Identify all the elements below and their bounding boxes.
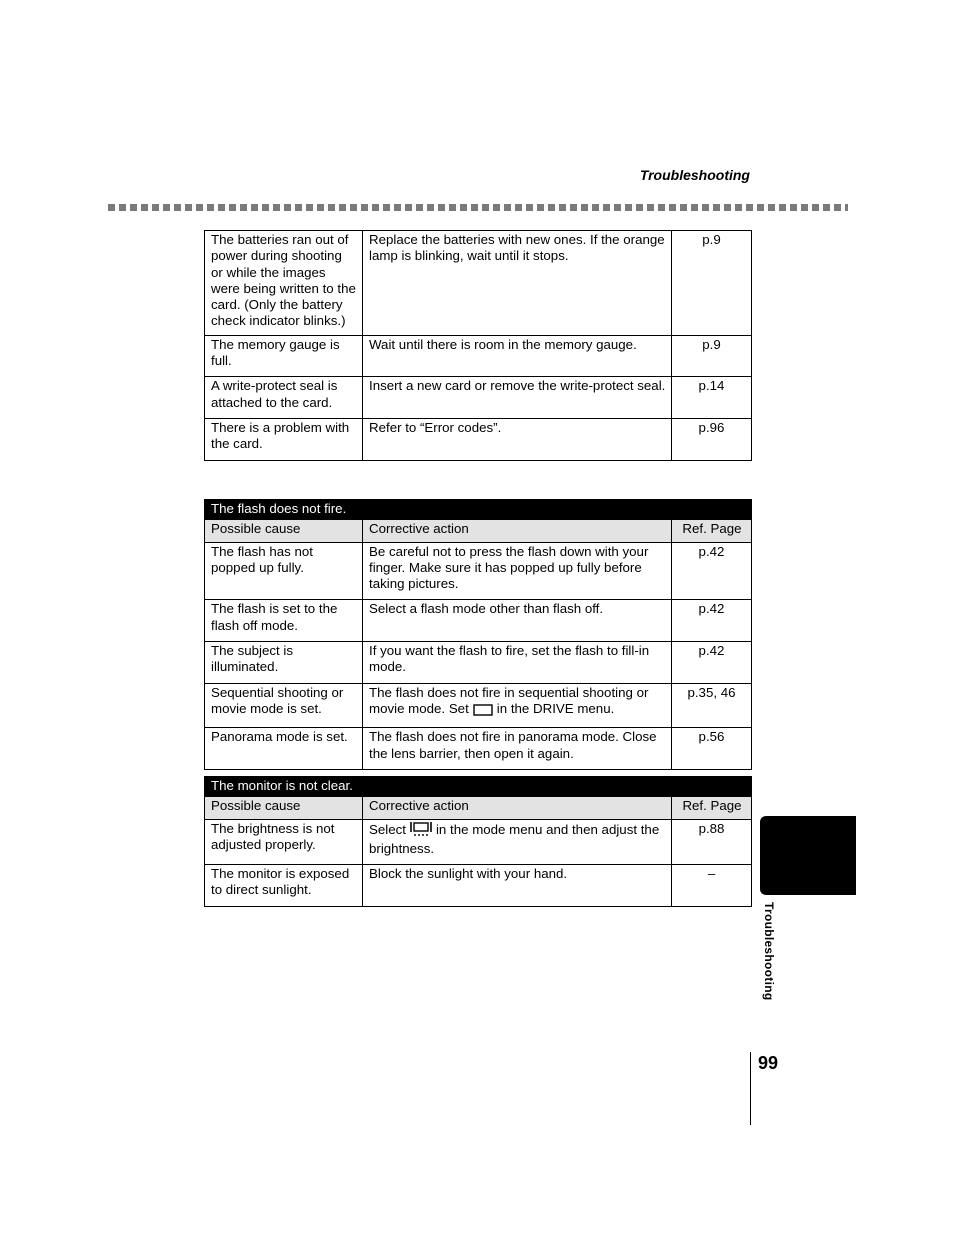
page-header-title: Troubleshooting [639, 167, 750, 183]
table-row [205, 865, 752, 907]
cause-cell: The flash has not popped up fully. [205, 542, 363, 600]
action-cell: Wait until there is room in the memory gauge. [363, 335, 672, 377]
page-number-divider [750, 1052, 751, 1125]
table-row [205, 683, 752, 728]
action-cell: Replace the batteries with new ones. If the orange lamp is blinking, wait until it stops. [363, 231, 672, 336]
action-cell: Be careful not to press the flash down with your finger. Make sure it has popped up fully before taking pictures. [363, 542, 672, 600]
chapter-tab-label: Troubleshooting [762, 902, 776, 1001]
action-cell: Select a flash mode other than flash off. [363, 600, 672, 642]
monitor-table [204, 776, 752, 907]
column-header-row [205, 797, 752, 819]
column-header-row [205, 520, 752, 542]
monitor-brightness-icon [410, 821, 432, 841]
action-text-after: in the mode menu and then adjust the brightness. [369, 821, 660, 856]
ref-page-cell: p.9 [672, 231, 752, 336]
ref-page-cell: – [672, 865, 752, 907]
header-divider [108, 204, 848, 211]
table-row [205, 542, 752, 600]
cause-cell: Sequential shooting or movie mode is set. [205, 683, 363, 728]
table-row [205, 600, 752, 642]
table-row [205, 335, 752, 377]
column-header-action: Corrective action [363, 797, 672, 819]
action-cell: Insert a new card or remove the write-protect seal. [363, 377, 672, 419]
action-cell [363, 683, 672, 728]
table-row [205, 728, 752, 770]
ref-page-cell: p.35, 46 [672, 683, 752, 728]
ref-page-cell: p.9 [672, 335, 752, 377]
action-cell: The flash does not fire in panorama mode. Close the lens barrier, then open it again. [363, 728, 672, 770]
ref-page-cell: p.14 [672, 377, 752, 419]
page-number: 99 [758, 1053, 779, 1073]
action-cell: If you want the flash to fire, set the flash to fill-in mode. [363, 642, 672, 684]
cause-cell: The memory gauge is full. [205, 335, 363, 377]
column-header-cause: Possible cause [205, 797, 363, 819]
flash-table [204, 499, 752, 770]
table-row [205, 819, 752, 865]
ref-page-cell: p.42 [672, 542, 752, 600]
ref-page-cell: p.96 [672, 418, 752, 460]
ref-page-cell: p.56 [672, 728, 752, 770]
table-row [205, 642, 752, 684]
column-header-cause: Possible cause [205, 520, 363, 542]
section-title: The flash does not fire. [205, 500, 752, 520]
action-text-before: Select [369, 821, 406, 837]
action-text-before: The flash does not fire in sequential shooting or movie mode. Set [369, 684, 649, 716]
cause-cell: The batteries ran out of power during shooting or while the images were being written to the card. (Only the battery check indicator blinks.) [205, 231, 363, 336]
ref-page-cell: p.42 [672, 642, 752, 684]
table-continued [204, 230, 752, 461]
single-frame-icon [473, 704, 493, 720]
action-cell [363, 819, 672, 865]
table-row [205, 377, 752, 419]
cause-cell: There is a problem with the card. [205, 418, 363, 460]
cause-cell: The flash is set to the flash off mode. [205, 600, 363, 642]
ref-page-cell: p.88 [672, 819, 752, 865]
cause-cell: A write-protect seal is attached to the card. [205, 377, 363, 419]
action-text-after: in the DRIVE menu. [496, 700, 615, 716]
column-header-action: Corrective action [363, 520, 672, 542]
table-section-header [205, 777, 752, 797]
column-header-ref: Ref. Page [672, 797, 752, 819]
action-cell: Block the sunlight with your hand. [363, 865, 672, 907]
cause-cell: The brightness is not adjusted properly. [205, 819, 363, 865]
cause-cell: Panorama mode is set. [205, 728, 363, 770]
table-section-header [205, 500, 752, 520]
column-header-ref: Ref. Page [672, 520, 752, 542]
cause-cell: The subject is illuminated. [205, 642, 363, 684]
table-row [205, 231, 752, 336]
chapter-tab [760, 816, 856, 895]
cause-cell: The monitor is exposed to direct sunlight. [205, 865, 363, 907]
table-row [205, 418, 752, 460]
section-title: The monitor is not clear. [205, 777, 752, 797]
ref-page-cell: p.42 [672, 600, 752, 642]
action-cell: Refer to “Error codes”. [363, 418, 672, 460]
